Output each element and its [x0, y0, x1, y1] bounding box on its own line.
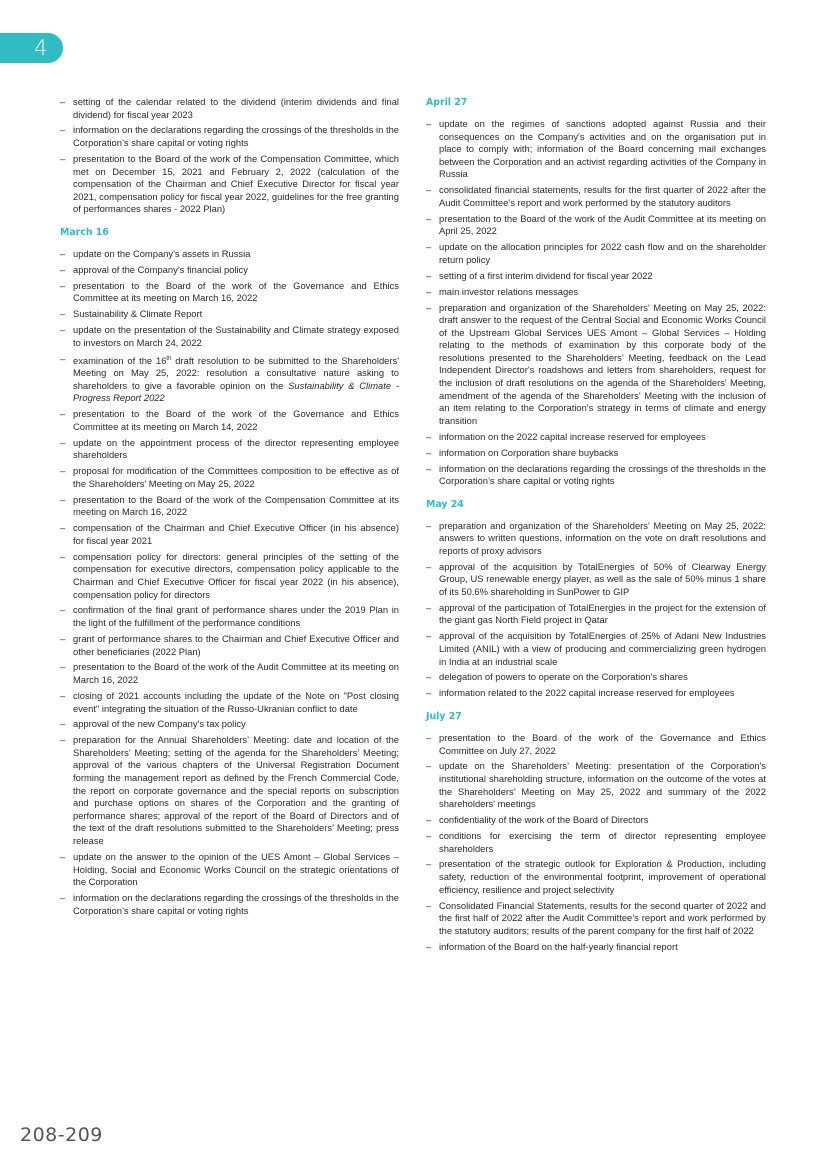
left-column — [60, 96, 399, 921]
intro-list — [60, 96, 399, 216]
list-item: – presentation to the Board of the work of the Governance and Ethics Committee at its meeting on March 16, 2022 — [60, 280, 399, 305]
list-item: – approval of the participation of TotalEnergies in the project for the extension of the giant gas North Field project in Qatar — [426, 602, 766, 627]
list-item: – compensation of the Chairman and Chief Executive Officer (in his absence) for fiscal year 2021 — [60, 522, 399, 547]
list-item: – preparation and organization of the Shareholders' Meeting on May 25, 2022: answers to written questions, information on the vote on draft resolutions and reports of proxy advisors — [426, 520, 766, 558]
section-title-march-16: March 16 — [60, 226, 109, 238]
list-item: – approval of the new Company's tax policy — [60, 718, 399, 731]
list-item: – compensation policy for directors: general principles of the setting of the compensation for executive directors, compensation policy applicable to the Chairman and Chief Executive Officer for fiscal year 2022 (in his absence), compensation policy for directors — [60, 551, 399, 601]
list-item: – Consolidated Financial Statements, results for the second quarter of 2022 and the first half of 2022 after the Audit Committee’s report and work performed by the statutory auditors; results of the parent company for the first half of 2022 — [426, 900, 766, 938]
list-item: – information on the declarations regarding the crossings of the thresholds in the Corporation’s share capital or voting rights — [426, 463, 766, 488]
exam-report-title: Sustainability & Climate - Progress Report 2022 — [73, 379, 399, 404]
may-24-list — [426, 520, 766, 700]
list-item: – consolidated financial statements, results for the first quarter of 2022 after the Audit Committee’s report and work performed by the statutory auditors — [426, 184, 766, 209]
list-item: – presentation to the Board of the work of the Governance and Ethics Committee at its meeting on March 14, 2022 — [60, 408, 399, 433]
list-item-examination — [60, 353, 399, 406]
chapter-tab — [0, 33, 63, 63]
list-item: – approval of the acquisition by TotalEnergies of 50% of Clearway Energy Group, US renewable energy player, as well as the sale of 50% minus 1 share of its 50.6% shareholding in SunPower to GIP — [426, 561, 766, 599]
list-item: – information on the declarations regarding the crossings of the thresholds in the Corporation’s share capital or voting rights — [60, 124, 399, 149]
list-item: – update on the regimes of sanctions adopted against Russia and their consequences on the Company's activities and on the organisation put in place to comply with; information of the Board concerning mail exchanges between the Corporation and an activist regarding activities of the Company in Russia — [426, 118, 766, 181]
list-item: – confidentiality of the work of the Board of Directors — [426, 814, 766, 827]
list-item: – conditions for exercising the term of director representing employee shareholders — [426, 830, 766, 855]
list-item: – preparation for the Annual Shareholders’ Meeting: date and location of the Shareholders’ Meeting; setting of the agenda for the Shareholders’ Meeting; approval of the various chapters of the Universal Registration Document forming the management report as defined by the French Commercial Code, the report on corporate governance and the special reports on subscription and purchase options on shares of the Corporation and the granting of performance shares; approval of the report of the Board of Directors and of the text of the draft resolutions submitted to the Shareholders’ Meeting; press release — [60, 734, 399, 847]
list-item: – closing of 2021 accounts including the update of the Note on "Post closing event" integrating the situation of the Russo-Ukranian conflict to date — [60, 690, 399, 715]
list-item: – update on the allocation principles for 2022 cash flow and on the shareholder return policy — [426, 241, 766, 266]
list-item: – information on the declarations regarding the crossings of the thresholds in the Corporation’s share capital or voting rights — [60, 892, 399, 917]
list-item: – setting of a first interim dividend for fiscal year 2022 — [426, 270, 766, 283]
exam-main: draft resolution to be submitted to the Shareholders' Meeting on May 25, 2022: resolution a consultative nature asking to shareholders to give a favorable opinion on the — [73, 354, 399, 391]
list-item: – preparation and organization of the Shareholders' Meeting on May 25, 2022: draft answer to the request of the Central Social and Economic Works Council of the Upstream Global Services UES Amont – Global Services – Holding relating to the methods of examination by this corporate body of the resolutions presented to the Shareholders' Meeting, feedback on the Lead Independent Director's roadshows and letters from shareholders, request for the inclusion of draft resolutions on the agenda of the Shareholders' Meeting, amendment of the agenda of the Shareholders' Meeting with the inclusion of an item relating to the Corporation's strategy in terms of climate and energy transition — [426, 302, 766, 428]
exam-superscript: th — [166, 355, 172, 362]
list-item: – update on the presentation of the Sustainability and Climate strategy exposed to investors on March 24, 2022 — [60, 324, 399, 349]
list-item: – setting of the calendar related to the dividend (interim dividends and final dividend) for fiscal year 2023 — [60, 96, 399, 121]
list-item: – confirmation of the final grant of performance shares under the 2019 Plan in the light of the fulfillment of the performance conditions — [60, 604, 399, 629]
list-item: – presentation to the Board of the work of the Governance and Ethics Committee on July 27, 2022 — [426, 732, 766, 757]
list-item: – update on the answer to the opinion of the UES Amont – Global Services – Holding, Social and Economic Works Council on the strategic orientations of the Corporation — [60, 851, 399, 889]
section-title-april-27: April 27 — [426, 97, 468, 108]
list-item: – presentation to the Board of the work of the Compensation Committee at its meeting on March 16, 2022 — [60, 494, 399, 519]
april-27-list — [426, 118, 766, 488]
list-item: – information related to the 2022 capital increase reserved for employees — [426, 687, 766, 700]
page-number: 208-209 — [20, 1124, 103, 1146]
list-item: – presentation to the Board of the work of the Audit Committee at its meeting on March 16, 2022 — [60, 661, 399, 686]
list-item: – update on the appointment process of the director representing employee shareholders — [60, 437, 399, 462]
list-item: – information on the 2022 capital increase reserved for employees — [426, 431, 766, 444]
list-item: – update on the Company's assets in Russia — [60, 248, 399, 261]
section-title-july-27: July 27 — [426, 710, 462, 722]
list-item: – Sustainability & Climate Report — [60, 308, 399, 321]
list-item: – presentation of the strategic outlook for Exploration & Production, including safety, reduction of the environmental footprint, improvement of operational efficiency, resilience and project selectivity — [426, 858, 766, 896]
exam-prefix: examination of the 16 — [73, 354, 167, 366]
march-16-list — [60, 248, 399, 917]
list-item: – approval of the Company’s financial policy — [60, 264, 399, 277]
list-item: – approval of the acquisition by TotalEnergies of 25% of Adani New Industries Limited (ANIL) with a view of producing and commercializing green hydrogen in India at an industrial scale — [426, 630, 766, 668]
list-item: – proposal for modification of the Committees composition to be effective as of the Shareholders' Meeting on May 25, 2022 — [60, 465, 399, 490]
section-title-may-24: May 24 — [426, 498, 464, 510]
list-item: – update on the Shareholders’ Meeting: presentation of the Corporation's institutional shareholding structure, information on the outcome of the votes at the Shareholders’ Meeting on May 25, 2022 and summary of the 2022 shareholders' meetings — [426, 760, 766, 810]
list-item: – delegation of powers to operate on the Corporation's shares — [426, 671, 766, 684]
right-column — [426, 96, 766, 956]
list-item: – main investor relations messages — [426, 286, 766, 299]
list-item: – presentation to the Board of the work of the Audit Committee at its meeting on April 25, 2022 — [426, 213, 766, 238]
july-27-list — [426, 732, 766, 953]
chapter-number: 4 — [34, 36, 48, 60]
list-item: – grant of performance shares to the Chairman and Chief Executive Officer and other beneficiaries (2022 Plan) — [60, 633, 399, 658]
list-item: – presentation to the Board of the work of the Compensation Committee, which met on December 15, 2021 and February 2, 2022 (calculation of the compensation of the Chairman and Chief Executive Director for fiscal year 2021, compensation policy for fiscal year 2022, guidelines for the free granting of performances shares - 2022 Plan) — [60, 153, 399, 216]
list-item: – information of the Board on the half-yearly financial report — [426, 941, 766, 954]
list-item: – information on Corporation share buybacks — [426, 447, 766, 460]
